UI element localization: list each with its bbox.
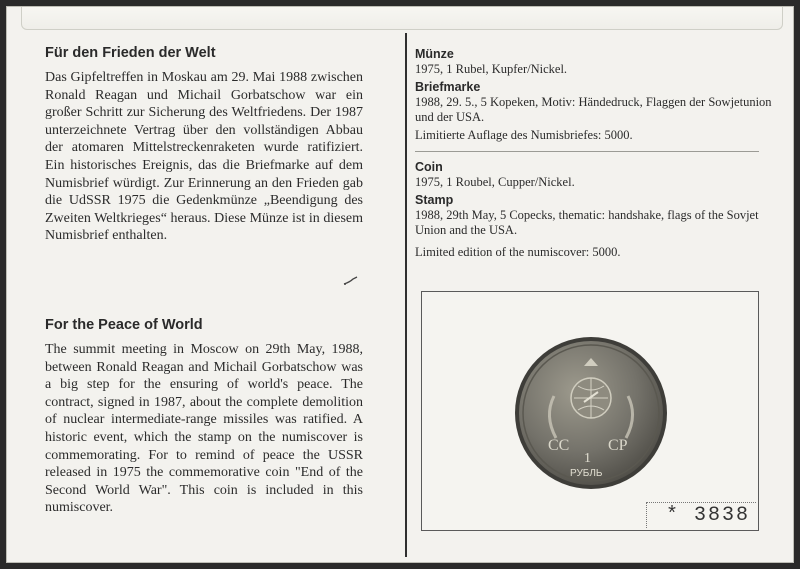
coin-label-de: Münze — [415, 47, 454, 61]
edition-de: Limitierte Auflage des Numisbriefes: 5000. — [415, 127, 633, 142]
german-body: Das Gipfeltreffen in Moskau am 29. Mai 1988 zwischen Ronald Reagan und Michail Gorbatschow war ein großer Schritt zur Sicherung des Weltfriedens. Der 1987 unterzeichnete Vertrag über den vollständigen Abbau der atomaren Mittelstreckenraketen wurde ratifiziert. Ein historisches Ereignis, das die Briefmarke auf dem Numisbrief würdigt. Zur Erinnerung an den Frieden gab die UdSSR 1975 die Gedenkmünze „Beendigung des Zweiten Weltkrieges“ heraus. Diese Münze ist in diesem Numisbrief enthalten. — [45, 70, 363, 244]
coin-denomination: 1 — [584, 451, 591, 466]
coin-window — [421, 291, 759, 531]
english-heading: For the Peace of World — [45, 317, 203, 333]
german-section — [45, 45, 363, 245]
english-body: The summit meeting in Moscow on 29th May, 1988, between Ronald Reagan and Michail Gorbatschow was a big step for the ensuring of world's peace. The contract, signed in 1987, about the complete demolition of nuclear intermediate-range missiles was ratified. A historic event, which the stamp on the numiscover is commemorating. For to remind of peace the USSR released in 1975 the commemorative coin "End of the Second World War". This coin is included in this numiscover. — [45, 342, 363, 516]
center-divider — [405, 33, 407, 557]
coin-inscription-right: СР — [608, 437, 628, 454]
coin-text-en: 1975, 1 Roubel, Cupper/Nickel. — [415, 175, 575, 189]
coin-unit: РУБЛЬ — [570, 468, 603, 479]
flourish-mark — [343, 275, 361, 290]
envelope-flap — [21, 7, 783, 30]
german-heading: Für den Frieden der Welt — [45, 45, 216, 61]
coin-text-de: 1975, 1 Rubel, Kupfer/Nickel. — [415, 62, 568, 76]
details-section — [415, 47, 775, 262]
edition-en: Limited edition of the numiscover: 5000. — [415, 244, 621, 259]
numiscover-card — [6, 6, 794, 563]
coin-inscription-left: СС — [548, 437, 570, 454]
details-divider — [415, 151, 759, 152]
ruble-coin-image — [514, 336, 668, 490]
stamp-label-de: Briefmarke — [415, 79, 481, 94]
coin-label-en: Coin — [415, 160, 443, 174]
english-section — [45, 317, 363, 517]
stamp-text-en: 1988, 29th May, 5 Copecks, thematic: handshake, flags of the Sovjet Union and the USA. — [415, 207, 759, 237]
serial-number: * 3838 — [646, 502, 756, 528]
stamp-text-de: 1988, 29. 5., 5 Kopeken, Motiv: Händedruck, Flaggen der Sowjetunion und der USA. — [415, 94, 772, 124]
stamp-label-en: Stamp — [415, 192, 454, 207]
